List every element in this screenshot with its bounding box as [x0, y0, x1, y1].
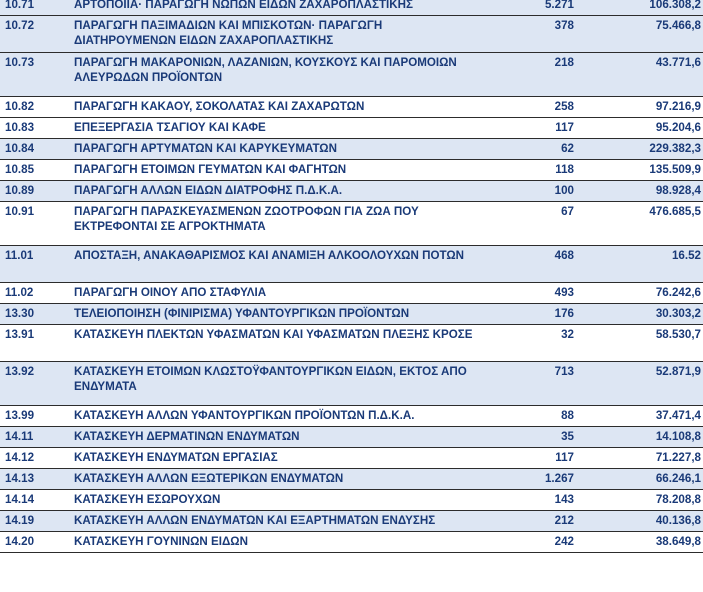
- row-description: ΚΑΤΑΣΚΕΥΗ ΑΛΛΩΝ ΕΞΩΤΕΡΙΚΩΝ ΕΝΔΥΜΑΤΩΝ: [66, 469, 490, 490]
- row-value: 52.871,9: [594, 362, 703, 406]
- table-row: [0, 97, 703, 118]
- table-row: [0, 160, 703, 181]
- row-count: 1.267: [490, 469, 594, 490]
- row-code: 10.71: [0, 0, 66, 16]
- row-value: 30.303,2: [594, 304, 703, 325]
- row-code: 14.19: [0, 511, 66, 532]
- row-description: ΠΑΡΑΓΩΓΗ ΠΑΞΙΜΑΔΙΩΝ ΚΑΙ ΜΠΙΣΚΟΤΩΝ· ΠΑΡΑΓΩΓΗ ΔΙΑΤΗΡΟΥΜΕΝΩΝ ΕΙΔΩΝ ΖΑΧΑΡΟΠΛΑΣΤΙΚΗΣ: [66, 16, 490, 53]
- row-description: ΠΑΡΑΓΩΓΗ ΑΡΤΥΜΑΤΩΝ ΚΑΙ ΚΑΡΥΚΕΥΜΑΤΩΝ: [66, 139, 490, 160]
- row-description: ΚΑΤΑΣΚΕΥΗ ΕΝΔΥΜΑΤΩΝ ΕΡΓΑΣΙΑΣ: [66, 448, 490, 469]
- row-count: 117: [490, 448, 594, 469]
- row-code: 11.01: [0, 246, 66, 283]
- row-count: 258: [490, 97, 594, 118]
- row-count: 5.271: [490, 0, 594, 16]
- row-code: 10.85: [0, 160, 66, 181]
- row-code: 10.84: [0, 139, 66, 160]
- table-row: [0, 469, 703, 490]
- row-count: 118: [490, 160, 594, 181]
- row-description: ΠΑΡΑΓΩΓΗ ΑΛΛΩΝ ΕΙΔΩΝ ΔΙΑΤΡΟΦΗΣ Π.Δ.Κ.Α.: [66, 181, 490, 202]
- row-description: ΚΑΤΑΣΚΕΥΗ ΠΛΕΚΤΩΝ ΥΦΑΣΜΑΤΩΝ ΚΑΙ ΥΦΑΣΜΑΤΩΝ ΠΛΕΞΗΣ ΚΡΟΣΕ: [66, 325, 490, 362]
- row-description: ΤΕΛΕΙΟΠΟΙΗΣΗ (ΦΙΝΙΡΙΣΜΑ) ΥΦΑΝΤΟΥΡΓΙΚΩΝ ΠΡΟΪΟΝΤΩΝ: [66, 304, 490, 325]
- table-row: [0, 490, 703, 511]
- row-count: 378: [490, 16, 594, 53]
- row-value: 78.208,8: [594, 490, 703, 511]
- row-value: 476.685,5: [594, 202, 703, 246]
- row-count: 176: [490, 304, 594, 325]
- row-count: 212: [490, 511, 594, 532]
- table-row: [0, 427, 703, 448]
- row-value: 38.649,8: [594, 532, 703, 553]
- row-count: 117: [490, 118, 594, 139]
- row-value: 14.108,8: [594, 427, 703, 448]
- row-value: 76.242,6: [594, 283, 703, 304]
- row-code: 13.92: [0, 362, 66, 406]
- row-value: 40.136,8: [594, 511, 703, 532]
- row-code: 14.13: [0, 469, 66, 490]
- row-code: 13.30: [0, 304, 66, 325]
- table-row: [0, 325, 703, 362]
- row-count: 468: [490, 246, 594, 283]
- row-value: 66.246,1: [594, 469, 703, 490]
- row-description: ΚΑΤΑΣΚΕΥΗ ΕΣΩΡΟΥΧΩΝ: [66, 490, 490, 511]
- row-count: 32: [490, 325, 594, 362]
- row-value: 37.471,4: [594, 406, 703, 427]
- table-row: [0, 511, 703, 532]
- table-row: [0, 53, 703, 97]
- table-row: [0, 406, 703, 427]
- row-value: 75.466,8: [594, 16, 703, 53]
- table-row: [0, 181, 703, 202]
- row-description: ΚΑΤΑΣΚΕΥΗ ΑΛΛΩΝ ΥΦΑΝΤΟΥΡΓΙΚΩΝ ΠΡΟΪΟΝΤΩΝ Π.Δ.Κ.Α.: [66, 406, 490, 427]
- row-description: ΠΑΡΑΓΩΓΗ ΚΑΚΑΟΥ, ΣΟΚΟΛΑΤΑΣ ΚΑΙ ΖΑΧΑΡΩΤΩΝ: [66, 97, 490, 118]
- row-description: ΠΑΡΑΓΩΓΗ ΠΑΡΑΣΚΕΥΑΣΜΕΝΩΝ ΖΩΟΤΡΟΦΩΝ ΓΙΑ ΖΩΑ ΠΟΥ ΕΚΤΡΕΦΟΝΤΑΙ ΣΕ ΑΓΡΟΚΤΗΜΑΤΑ: [66, 202, 490, 246]
- row-code: 14.11: [0, 427, 66, 448]
- row-value: 95.204,6: [594, 118, 703, 139]
- row-description: ΠΑΡΑΓΩΓΗ ΕΤΟΙΜΩΝ ΓΕΥΜΑΤΩΝ ΚΑΙ ΦΑΓΗΤΩΝ: [66, 160, 490, 181]
- table-row: [0, 448, 703, 469]
- row-code: 11.02: [0, 283, 66, 304]
- row-code: 14.12: [0, 448, 66, 469]
- table-row: [0, 16, 703, 53]
- row-description: ΚΑΤΑΣΚΕΥΗ ΓΟΥΝΙΝΩΝ ΕΙΔΩΝ: [66, 532, 490, 553]
- row-value: 71.227,8: [594, 448, 703, 469]
- row-count: 218: [490, 53, 594, 97]
- row-description: ΚΑΤΑΣΚΕΥΗ ΕΤΟΙΜΩΝ ΚΛΩΣΤΟΫΦΑΝΤΟΥΡΓΙΚΩΝ ΕΙΔΩΝ, ΕΚΤΟΣ ΑΠΟ ΕΝΔΥΜΑΤΑ: [66, 362, 490, 406]
- table-row: [0, 304, 703, 325]
- row-code: 13.91: [0, 325, 66, 362]
- row-code: 10.82: [0, 97, 66, 118]
- row-description: ΚΑΤΑΣΚΕΥΗ ΔΕΡΜΑΤΙΝΩΝ ΕΝΔΥΜΑΤΩΝ: [66, 427, 490, 448]
- row-count: 62: [490, 139, 594, 160]
- row-value: 43.771,6: [594, 53, 703, 97]
- row-value: 98.928,4: [594, 181, 703, 202]
- row-description: ΠΑΡΑΓΩΓΗ ΟΙΝΟΥ ΑΠΟ ΣΤΑΦΥΛΙΑ: [66, 283, 490, 304]
- table-row: [0, 202, 703, 246]
- row-description: ΕΠΕΞΕΡΓΑΣΙΑ ΤΣΑΓΙΟΥ ΚΑΙ ΚΑΦΕ: [66, 118, 490, 139]
- row-value: 97.216,9: [594, 97, 703, 118]
- row-value: 135.509,9: [594, 160, 703, 181]
- row-description: ΚΑΤΑΣΚΕΥΗ ΑΛΛΩΝ ΕΝΔΥΜΑΤΩΝ ΚΑΙ ΕΞΑΡΤΗΜΑΤΩΝ ΕΝΔΥΣΗΣ: [66, 511, 490, 532]
- table-row: [0, 246, 703, 283]
- row-value: 58.530,7: [594, 325, 703, 362]
- row-count: 35: [490, 427, 594, 448]
- row-count: 242: [490, 532, 594, 553]
- row-description: ΑΡΤΟΠΟΙΙΑ· ΠΑΡΑΓΩΓΗ ΝΩΠΩΝ ΕΙΔΩΝ ΖΑΧΑΡΟΠΛΑΣΤΙΚΗΣ: [66, 0, 490, 16]
- row-value: 16.52: [594, 246, 703, 283]
- table-row: [0, 118, 703, 139]
- row-count: 67: [490, 202, 594, 246]
- row-code: 13.99: [0, 406, 66, 427]
- row-count: 100: [490, 181, 594, 202]
- row-code: 10.89: [0, 181, 66, 202]
- row-code: 10.91: [0, 202, 66, 246]
- row-count: 143: [490, 490, 594, 511]
- row-count: 713: [490, 362, 594, 406]
- table-row: [0, 362, 703, 406]
- row-description: ΑΠΟΣΤΑΞΗ, ΑΝΑΚΑΘΑΡΙΣΜΟΣ ΚΑΙ ΑΝΑΜΙΞΗ ΑΛΚΟΟΛΟΥΧΩΝ ΠΟΤΩΝ: [66, 246, 490, 283]
- row-code: 14.14: [0, 490, 66, 511]
- table-row: [0, 0, 703, 16]
- table-row: [0, 139, 703, 160]
- row-count: 493: [490, 283, 594, 304]
- row-code: 10.83: [0, 118, 66, 139]
- row-description: ΠΑΡΑΓΩΓΗ ΜΑΚΑΡΟΝΙΩΝ, ΛΑΖΑΝΙΩΝ, ΚΟΥΣΚΟΥΣ ΚΑΙ ΠΑΡΟΜΟΙΩΝ ΑΛΕΥΡΩΔΩΝ ΠΡΟΪΟΝΤΩΝ: [66, 53, 490, 97]
- row-value: 229.382,3: [594, 139, 703, 160]
- table-row: [0, 532, 703, 553]
- table-row: [0, 283, 703, 304]
- row-count: 88: [490, 406, 594, 427]
- row-code: 14.20: [0, 532, 66, 553]
- row-code: 10.72: [0, 16, 66, 53]
- row-value: 106.308,2: [594, 0, 703, 16]
- row-code: 10.73: [0, 53, 66, 97]
